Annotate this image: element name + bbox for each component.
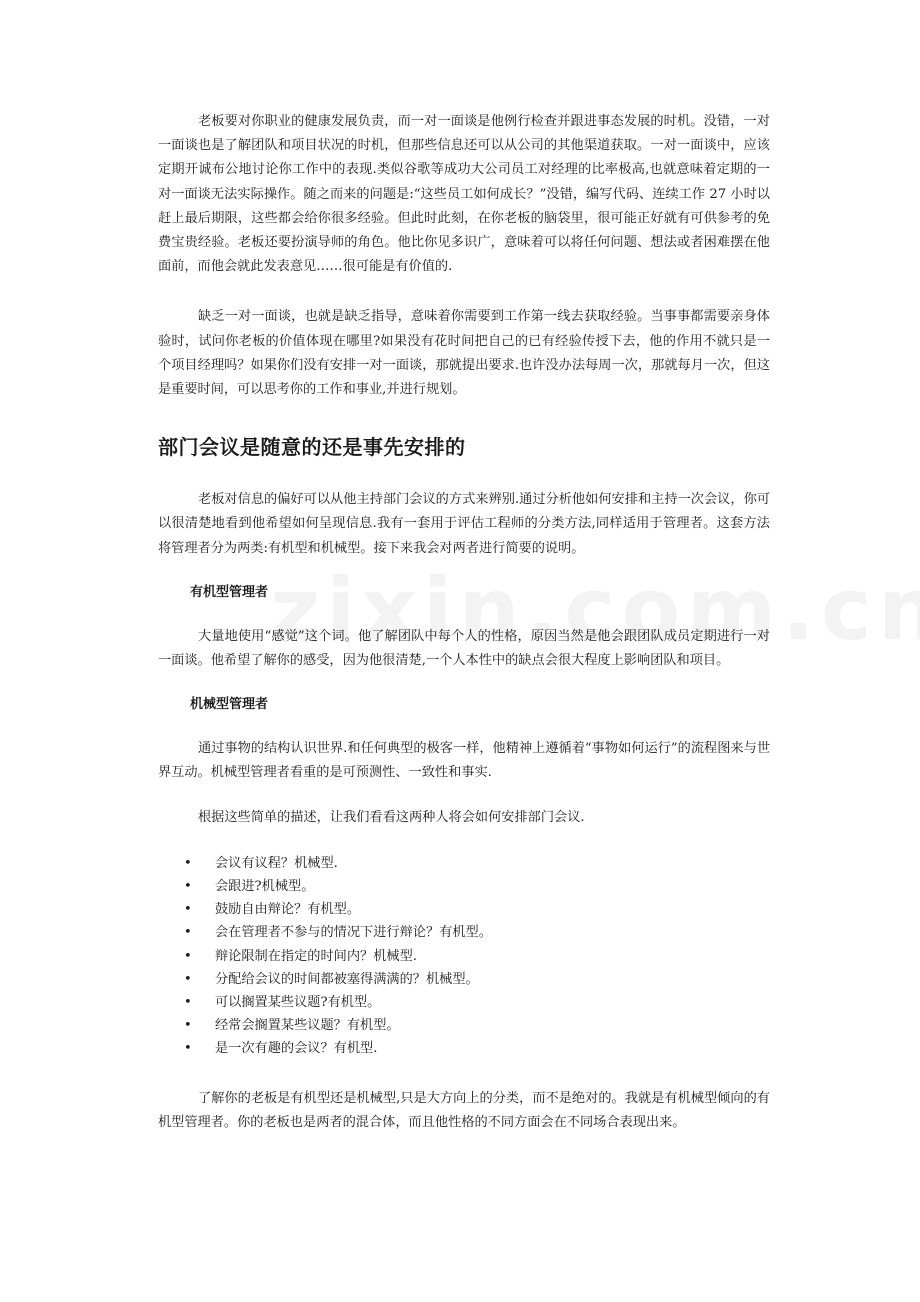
paragraph-conclusion: 了解你的老板是有机型还是机械型,只是大方向上的分类，而不是绝对的。我就是有机械型倾向的有机型管理者。你的老板也是两者的混合体，而且他性格的不同方面会在不同场合表现出来。 bbox=[158, 1090, 770, 1130]
bullet-icon: • bbox=[184, 995, 192, 1011]
paragraph-mechanical-manager: 通过事物的结构认识世界.和任何典型的极客一样，他精神上遵循着“事物如何运行”的流程图来与世界互动。机械型管理者看重的是可预测性、一致性和事实. bbox=[158, 741, 770, 781]
list-item-text: 经常会搁置某些议题？有机型。 bbox=[215, 1018, 400, 1034]
paragraph-meeting-intro: 根据这些简单的描述，让我们看看这两种人将会如何安排部门会议. bbox=[198, 809, 585, 825]
section-heading: 部门会议是随意的还是事先安排的 bbox=[158, 435, 466, 460]
subheading-mechanical-manager: 机械型管理者 bbox=[190, 697, 269, 713]
list-item-text: 辩论限制在指定的时间内？机械型. bbox=[215, 948, 418, 964]
list-item-text: 会议有议程？机械型. bbox=[215, 855, 338, 871]
bullet-icon: • bbox=[184, 971, 192, 987]
list-item bbox=[158, 875, 770, 898]
bullet-icon: • bbox=[184, 902, 192, 918]
list-item bbox=[158, 968, 770, 991]
meeting-traits-list bbox=[158, 852, 770, 1061]
bullet-icon: • bbox=[184, 1041, 192, 1057]
paragraph-meeting-style: 老板对信息的偏好可以从他主持部门会议的方式来辨别.通过分析他如何安排和主持一次会议，你可以很清楚地看到他希望如何呈现信息.我有一套用于评估工程师的分类方法,同样适用于管理者。这套方法将管理者分为两类:有机型和机械型。接下来我会对两者进行简要的说明。 bbox=[158, 492, 770, 556]
paragraph-organic-manager: 大量地使用“感觉”这个词。他了解团队中每个人的性格，原因当然是他会跟团队成员定期进行一对一面谈。他希望了解你的感受，因为他很清楚,一个人本性中的缺点会很大程度上影响团队和项目。 bbox=[158, 628, 770, 669]
list-item bbox=[158, 898, 770, 921]
list-item bbox=[158, 1037, 770, 1060]
list-item bbox=[158, 921, 770, 944]
bullet-icon: • bbox=[184, 879, 192, 895]
paragraph-lack-of-guidance: 缺乏一对一面谈，也就是缺乏指导，意味着你需要到工作第一线去获取经验。当事事都需要亲身体验时，试问你老板的价值体现在哪里?如果没有花时间把自己的已有经验传授下去，他的作用不就只是一个项目经理吗？如果你们没有安排一对一面谈，那就提出要求.也许没办法每周一次，那就每月一次，但这是重要时间，可以思考你的工作和事业,并进行规划。 bbox=[158, 309, 770, 398]
document-page bbox=[158, 110, 770, 1135]
bullet-icon: • bbox=[184, 948, 192, 964]
list-item-text: 会在管理者不参与的情况下进行辩论？有机型。 bbox=[215, 925, 492, 941]
list-item-text: 可以搁置某些议题?有机型。 bbox=[215, 995, 381, 1011]
bullet-icon: • bbox=[184, 855, 192, 871]
paragraph-one-on-one-importance: 老板要对你职业的健康发展负责，而一对一面谈是他例行检查并跟进事态发展的时机。没错，一对一面谈也是了解团队和项目状况的时机，但那些信息还可以从公司的其他渠道获取。一对一面谈中，应该定期开诚布公地讨论你工作中的表现.类似谷歌等成功大公司员工对经理的比率极高,也就意味着定期的一对一面谈无法实际操作。随之而来的问题是:“这些员工如何成长？”没错，编写代码、连续工作 27 小时以赶上最后期限，这些都会给你很多经验。但此时此刻，在你老板的脑袋里，很可能正好就有可供参考的免费宝贵经验。老板还要扮演导师的角色。他比你见多识广，意味着可以将任何问题、想法或者困难摆在他面前，而他会就此发表意见……很可能是有价值的. bbox=[158, 114, 770, 275]
list-item-text: 是一次有趣的会议？有机型. bbox=[215, 1041, 378, 1057]
list-item-text: 会跟进?机械型。 bbox=[215, 879, 315, 895]
subheading-organic-manager: 有机型管理者 bbox=[190, 584, 269, 600]
list-item bbox=[158, 991, 770, 1014]
bullet-icon: • bbox=[184, 925, 192, 941]
list-item bbox=[158, 945, 770, 968]
bullet-icon: • bbox=[184, 1018, 192, 1034]
list-item-text: 鼓励自由辩论？有机型。 bbox=[215, 902, 361, 918]
list-item bbox=[158, 1014, 770, 1037]
list-item-text: 分配给会议的时间都被塞得满满的？机械型。 bbox=[215, 971, 479, 987]
list-item bbox=[158, 852, 770, 875]
